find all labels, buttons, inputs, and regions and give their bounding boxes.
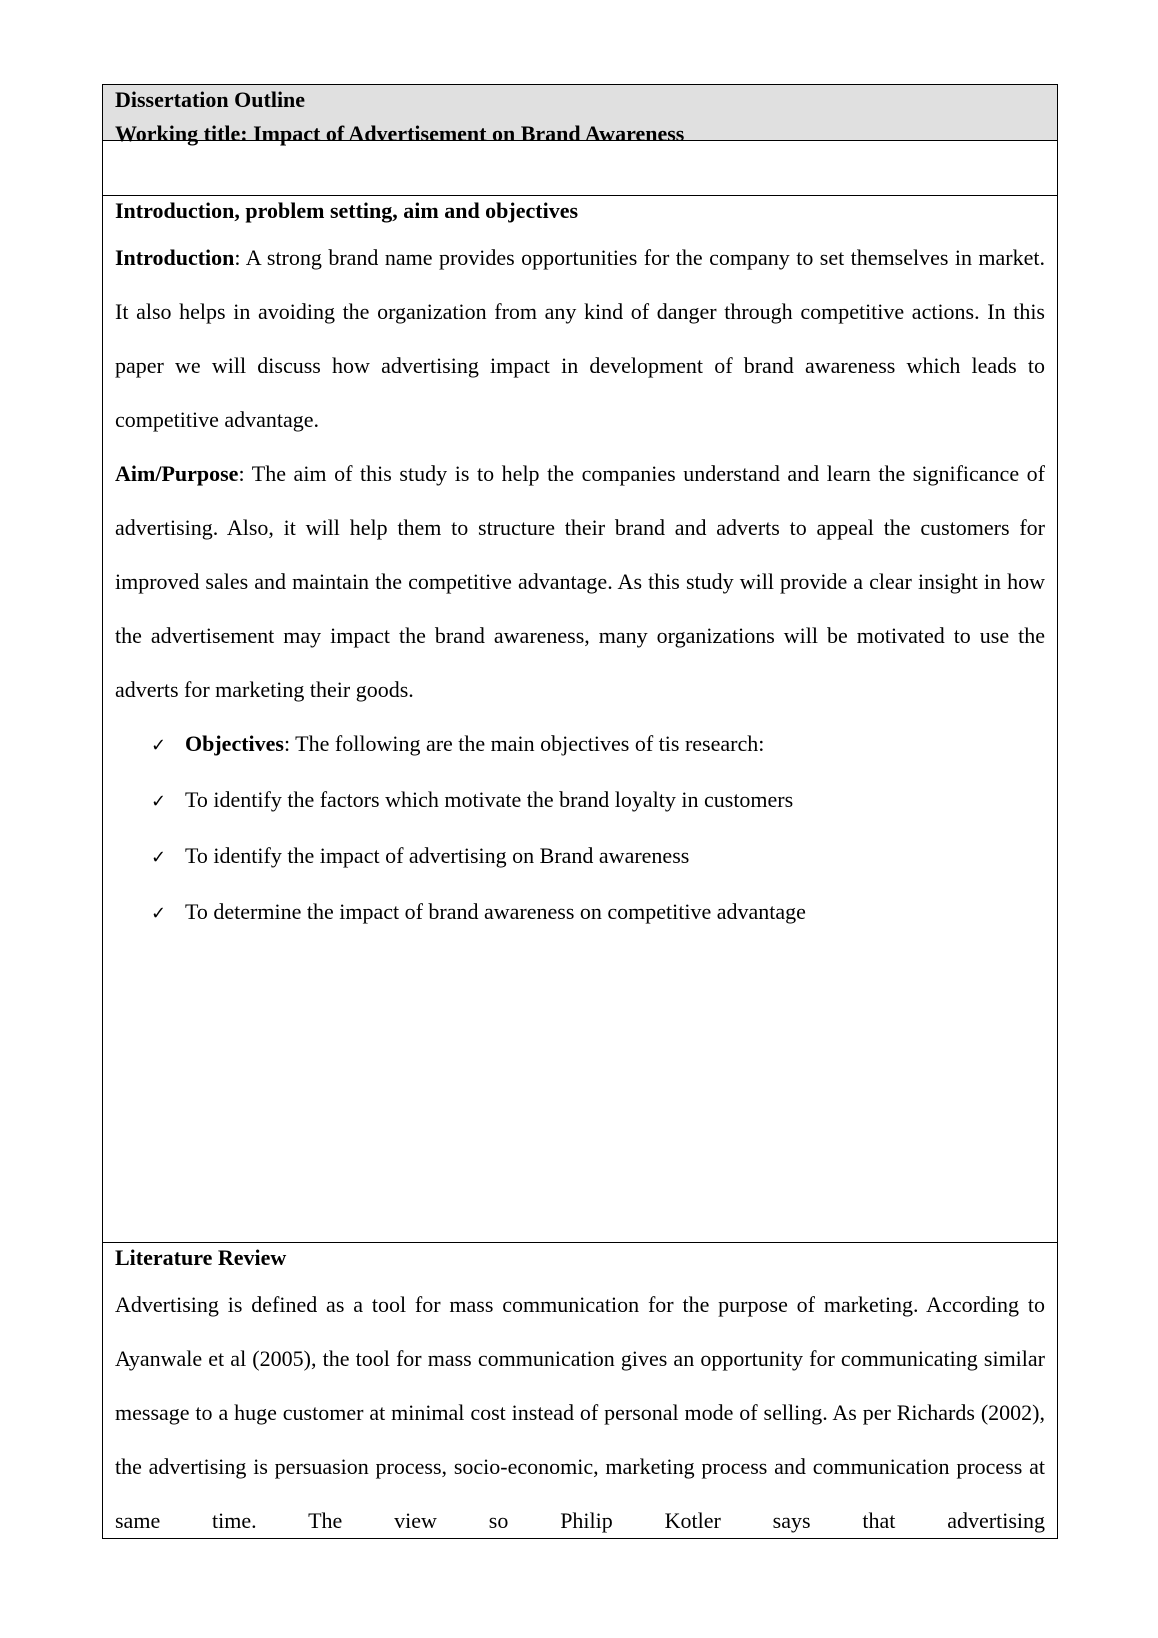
introduction-text: : A strong brand name provides opportunities for the company to set themselves in market. It also helps in avoiding the organization from any kind of danger through competitive actions. In this paper we will discuss how advertising impact in development of brand awareness which leads to competitive advantage. [115,245,1045,432]
aim-text: : The aim of this study is to help the companies understand and learn the significance of advertising. Also, it will help them to structure their brand and adverts to appeal the customers for improved sales and maintain the competitive advantage. As this study will provide a clear insight in how the advertisement may impact the brand awareness, many organizations will be motivated to use the adverts for marketing their goods. [115,461,1045,702]
introduction-section [103,196,1057,1243]
outline-title: Dissertation Outline [115,87,306,112]
checkmark-icon: ✓ [151,847,167,868]
objective-text: To identify the impact of advertising on Brand awareness [185,843,690,868]
objectives-list [115,717,1045,941]
objectives-intro: : The following are the main objectives of tis research: [283,731,765,756]
working-title-row [103,121,1057,196]
checkmark-icon: ✓ [151,735,167,756]
list-item [151,717,1045,773]
section-heading: Literature Review [115,1245,287,1270]
objective-text: To identify the factors which motivate the brand loyalty in customers [185,787,794,812]
literature-review-section [103,1243,1057,1538]
objective-text: To determine the impact of brand awareness on competitive advantage [185,899,806,924]
section-heading: Introduction, problem setting, aim and objectives [115,198,579,223]
aim-label: Aim/Purpose [115,461,239,486]
checkmark-icon: ✓ [151,903,167,924]
objectives-label: Objectives [185,731,284,756]
working-title: Working title: Impact of Advertisement on Brand Awareness [115,121,685,146]
aim-paragraph [115,447,1045,717]
list-item [151,885,1045,941]
introduction-paragraph [115,231,1045,447]
literature-paragraph: Advertising is defined as a tool for mass communication for the purpose of marketing. According to Ayanwale et al (2005), the tool for mass communication gives an opportunity for communicating similar message to a huge customer at minimal cost instead of personal mode of selling. As per Richards (2002), the advertising is persuasion process, socio-economic, marketing process and communication process at same time. The view so Philip Kotler says that advertising [115,1292,1045,1533]
list-item [151,829,1045,885]
introduction-label: Introduction [115,245,235,270]
list-item [151,773,1045,829]
checkmark-icon: ✓ [151,791,167,812]
outline-table [102,84,1058,1539]
